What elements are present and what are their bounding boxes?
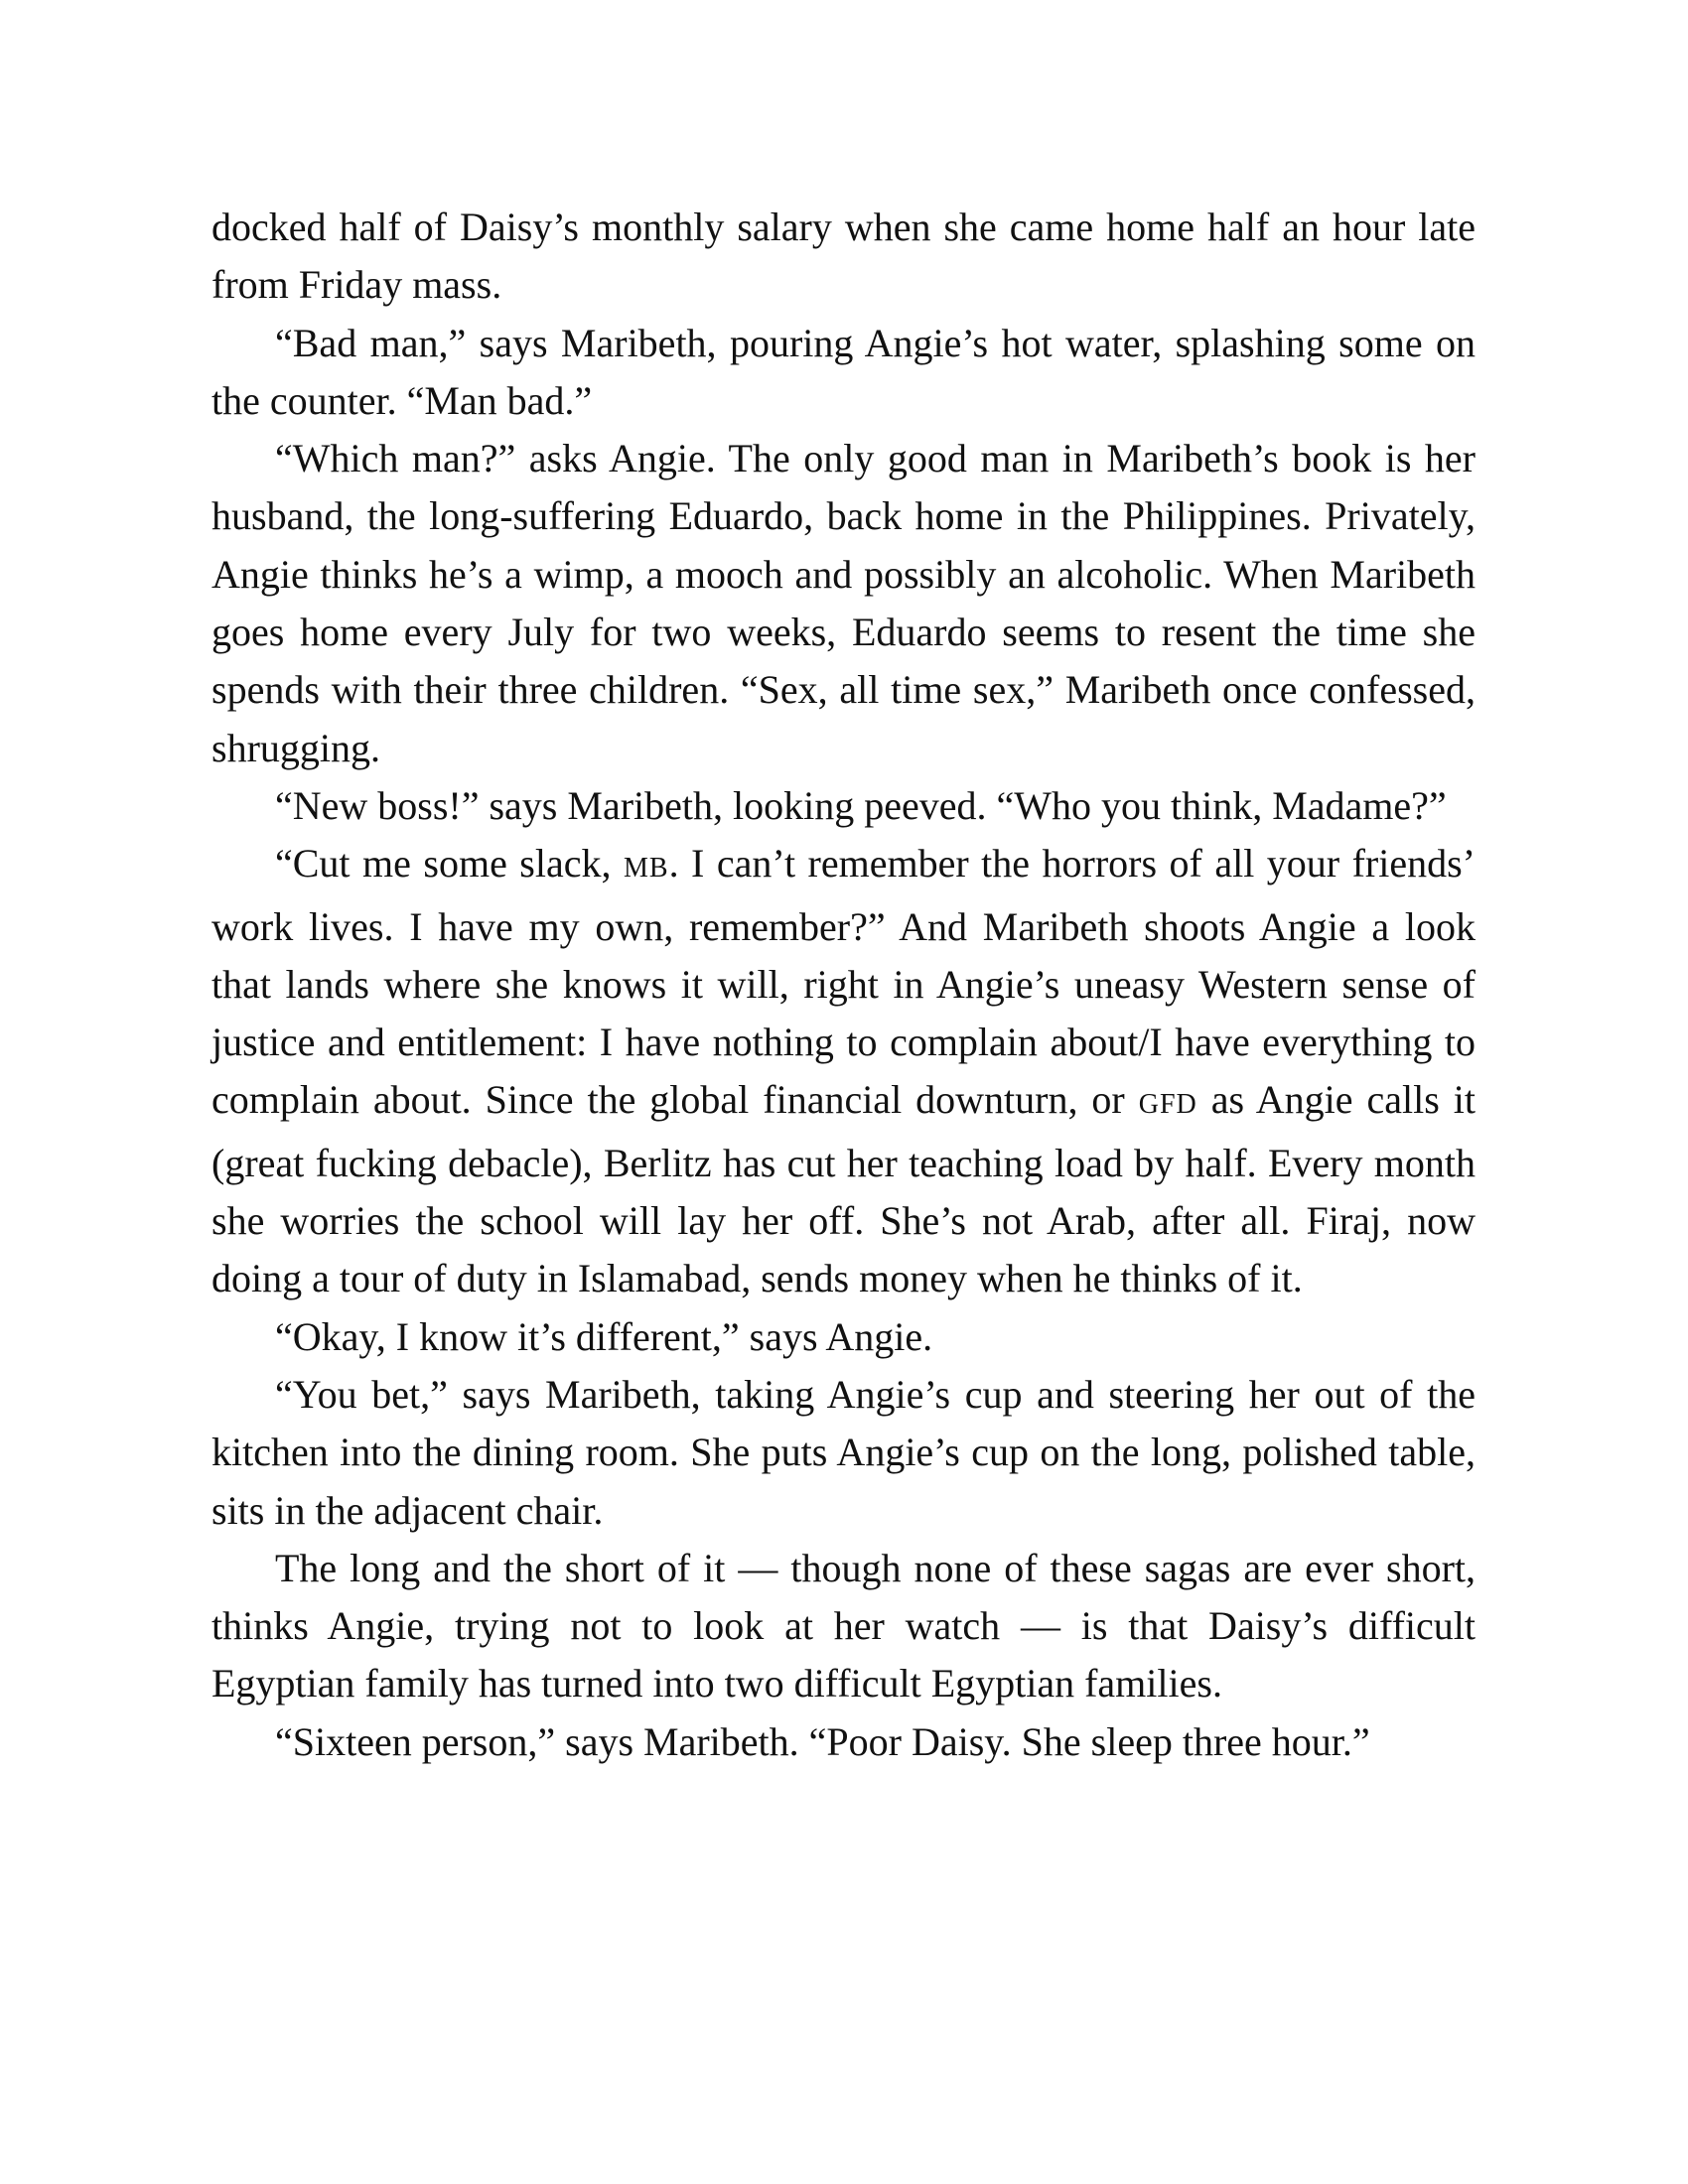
paragraph: “Bad man,” says Maribeth, pouring Angie’s hot water, splashing some on the counter. “Man bad.” bbox=[211, 320, 1476, 423]
paragraph: “You bet,” says Maribeth, taking Angie’s cup and steering her out of the kitchen into the dining room. She puts Angie’s cup on the long, polished table, sits in the adjacent chair. bbox=[211, 1371, 1476, 1533]
text-run: as Angie calls it (great fucking debacle), Berlitz has cut her teaching load by half. Every month she worries the school will lay her off. She’s not Arab, after all. Firaj, now doing a tour of duty in Islamabad, sends money when he thinks of it. bbox=[211, 1077, 1476, 1301]
paragraph-continued: docked half of Daisy’s monthly salary when she came home half an hour late from Friday mass. bbox=[211, 205, 1476, 308]
paragraph: The long and the short of it — though none of these sagas are ever short, thinks Angie, trying not to look at her watch — is that Daisy’s difficult Egyptian family has turned into two difficult Egyptian families. bbox=[211, 1545, 1476, 1706]
paragraph: “New boss!” says Maribeth, looking peeved. “Who you think, Madame?” bbox=[275, 782, 1447, 828]
paragraph: “Which man?” asks Angie. The only good man in Maribeth’s book is her husband, the long-suffering Eduardo, back home in the Philippines. Privately, Angie thinks he’s a wimp, a mooch and possibly an alcoholic. When Maribeth goes home every July for two weeks, Eduardo seems to resent the time she spends with their three children. “Sex, all time sex,” Maribeth once confessed, shrugging. bbox=[211, 436, 1476, 770]
text-run: . I can’t remember the horrors of all your friends’ work lives. I have my own, remember?” And Maribeth shoots Angie a look that lands where she knows it will, right in Angie’s uneasy Western sense of justice and entitlement: I have nothing to complain about/I have everything to complain about. Since the global financial downturn, or bbox=[211, 841, 1476, 1123]
paragraph-cut-me-some-slack bbox=[211, 835, 1476, 1307]
paragraph: “Sixteen person,” says Maribeth. “Poor Daisy. She sleep three hour.” bbox=[275, 1718, 1370, 1764]
small-caps-gfd: GFD bbox=[1138, 1089, 1197, 1121]
page-body bbox=[211, 199, 1476, 1771]
small-caps-mb: MB bbox=[623, 853, 669, 885]
text-run: “Cut me some slack, bbox=[275, 841, 624, 887]
paragraph: “Okay, I know it’s different,” says Angie. bbox=[275, 1313, 933, 1359]
